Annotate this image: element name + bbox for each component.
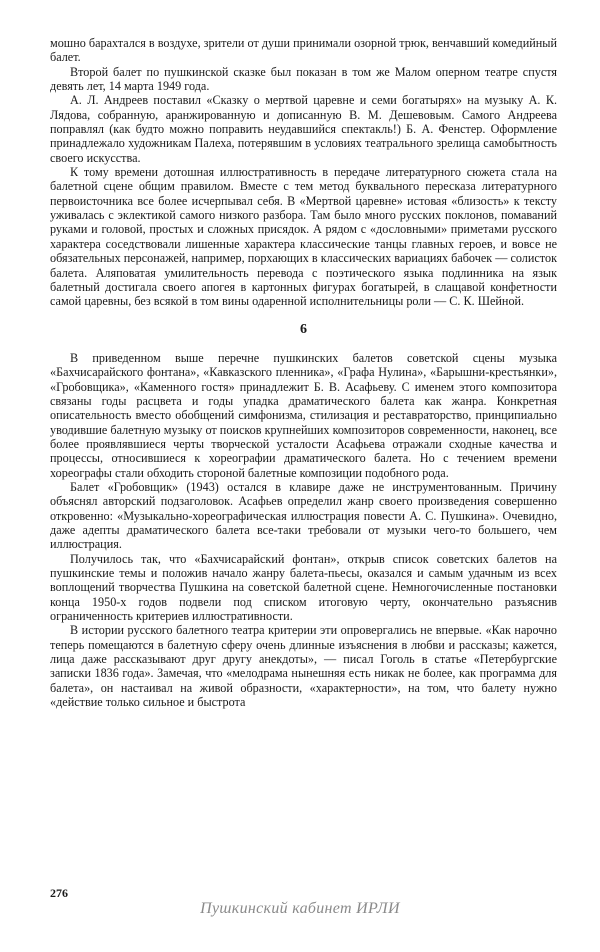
- watermark: Пушкинский кабинет ИРЛИ: [200, 900, 400, 917]
- paragraph: Второй балет по пушкинской сказке был показан в том же Малом оперном театре спустя девять лет, 14 марта 1949 года.: [50, 64, 557, 94]
- paragraph: Балет «Гробовщик» (1943) остался в клавире даже не инструментованным. Причину объяснял авторский подзаголовок. Асафьев определил жанр своего произведения совершенно откровенно: «Музыкально-хореографическая иллюстрация повести А. С. Пушкина». Очевидно, даже адепты драматического балета все-таки требовали от музыки чего-то большего, чем иллюстрация.: [50, 479, 557, 552]
- page-number: 276: [50, 886, 68, 900]
- paragraph: В приведенном выше перечне пушкинских балетов советской сцены музыка «Бахчисарайского фонтана», «Кавказского пленника», «Графа Нулина», «Барышни-крестьянки», «Гробовщика», «Каменного гостя» принадлежит Б. В. Асафьеву. С именем этого композитора связаны годы расцвета и годы упадка драматического балета как жанра. Конкретная описательность вместо обобщений симфонизма, стилизация и реставраторство, принципиально уводившие балетную музыку от поисков крупнейших композиторов современности, наконец, все более проявлявшиеся черты творческой усталости Асафьева отражали сходные качества и процессы, относившиеся к хореографии драматического балета. Но с течением времени хореографы стали обходить стороной балетные композиции подобного рода.: [50, 350, 557, 480]
- section-heading: 6: [300, 321, 307, 337]
- paragraph-continuation: мошно барахтался в воздухе, зрители от души принимали озорной трюк, венчавший комедийный балет.: [50, 36, 557, 65]
- paragraph: В истории русского балетного театра критерии эти опровергались не впервые. «Как нарочно теперь помещаются в балетную сферу очень длинные изъяснения в любви и рассказы; кажется, лица даже рассказывают друг другу анекдоты», — писал Гоголь в статье «Петербургские записки 1836 года». Замечая, что «мелодрама нынешняя есть никак не более, как программа для балета», он настаивал на живой образности, «характерности», на том, что балету нужно «действие только сильное и быстрота: [50, 623, 557, 710]
- page-body: [50, 36, 557, 709]
- paragraph: А. Л. Андреев поставил «Сказку о мертвой царевне и семи богатырях» на музыку А. К. Лядова, собранную, аранжированную и дописанную В. М. Дешевовым. Самого Андреева поправлял (как будто можно поправить неудавшийся спектакль!) Б. А. Фенстер. Оформление принадлежало художникам Палеха, потерявшим в условиях театрального зрелища самобытность своего искусства.: [50, 93, 557, 165]
- paragraph: К тому времени дотошная иллюстративность в передаче литературного сюжета стала на балетной сцене общим правилом. Вместе с тем метод буквального пересказа литературного первоисточника все более исчерпывал себя. В «Мертвой царевне» истовая «близость» к тексту уживалась с эклектикой самого низкого разбора. Там было много русских поклонов, помаваний руками и головой, простых и сложных присядок. А рядом с «дословными» приметами русского характера соседствовали лишенные характера классические танцы главных героев, и вовсе не обязательных персонажей, например, порхающих в классических вариациях бабочек — солисток балета. Аляповатая умилительность перевода с поэтического языка подлинника на язык балетный достигала своего апогея в картонных фигурах богатырей, в слащавой конфетности самой царевны, без всякой в том вины одаренной исполнительницы роли — С. К. Шейной.: [50, 165, 557, 309]
- paragraph: Получилось так, что «Бахчисарайский фонтан», открыв список советских балетов на пушкинские темы и положив начало жанру балета-пьесы, оказался и самым удачным из всех воплощений творчества Пушкина на советской балетной сцене. Немногочисленные постановки конца 1950-х годов подвели под списком итоговую черту, окончательно разъяснив ограниченность критериев иллюстративности.: [50, 551, 557, 624]
